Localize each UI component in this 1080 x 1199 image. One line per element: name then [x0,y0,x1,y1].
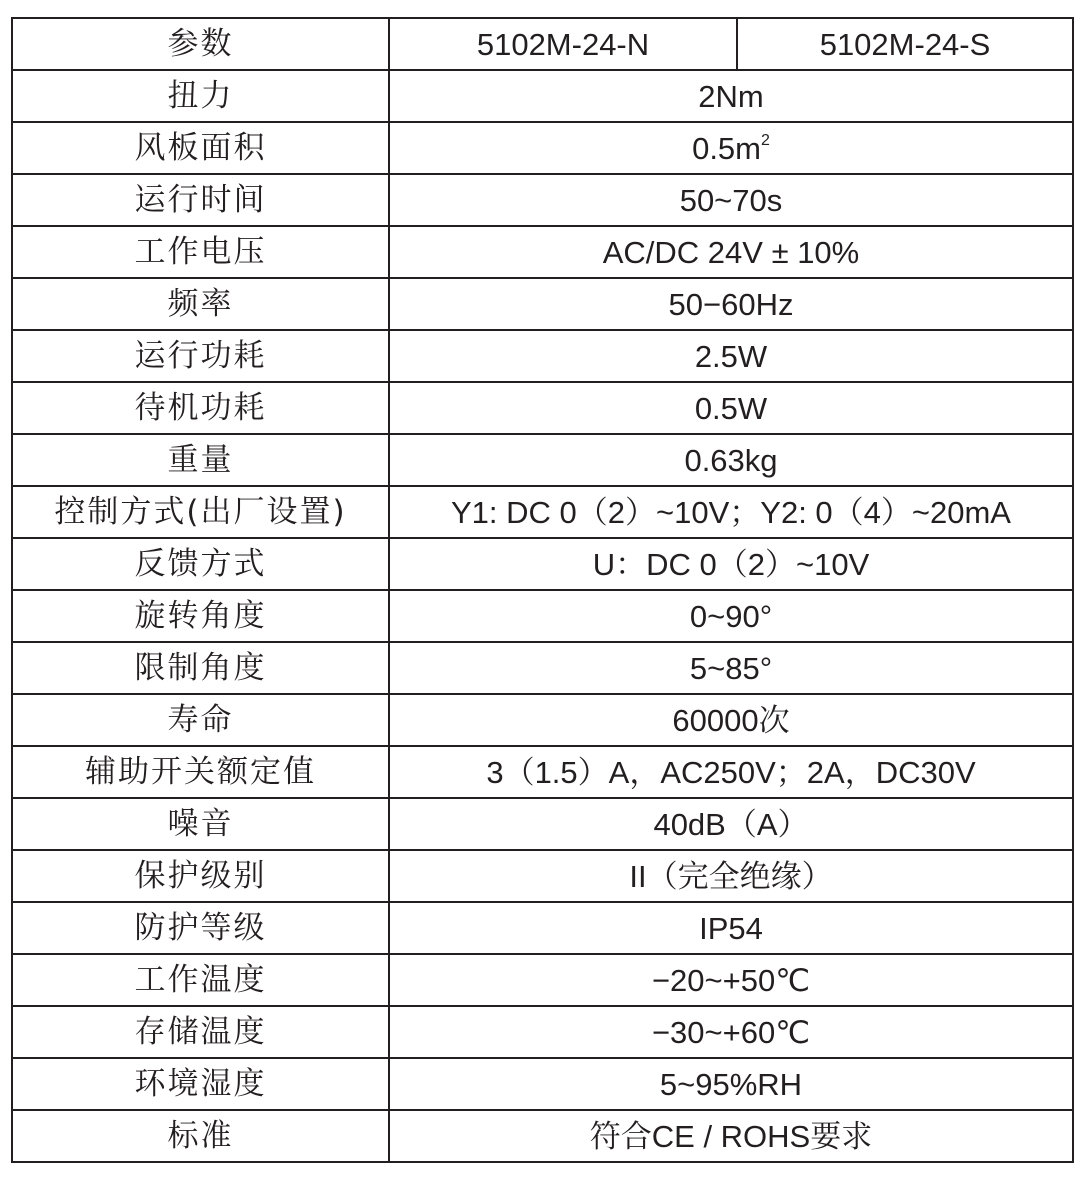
param-value [389,278,1073,330]
param-label: 存储温度 [12,1006,389,1058]
param-value [389,746,1073,798]
table-row [12,694,1073,746]
param-value [389,486,1073,538]
param-label: 环境湿度 [12,1058,389,1110]
param-value-text: 符合CE / ROHS要求 [589,1118,873,1154]
param-label: 重量 [12,434,389,486]
param-value-text: 60000次 [672,702,790,738]
table-row [12,954,1073,1006]
table-row [12,850,1073,902]
param-value [389,850,1073,902]
param-value-text: 0.63kg [684,442,778,478]
table-row [12,226,1073,278]
param-value-text: 0.5m [692,130,761,166]
param-label: 标准 [12,1110,389,1162]
param-value [389,902,1073,954]
param-value-text: 0~90° [689,598,773,634]
param-value-text: 2Nm [698,78,764,114]
table-row [12,174,1073,226]
param-value [389,226,1073,278]
param-value [389,954,1073,1006]
param-value [389,798,1073,850]
param-label: 控制方式(出厂设置) [12,486,389,538]
param-label: 运行时间 [12,174,389,226]
param-value [389,1110,1073,1162]
param-value-text: U：DC 0（2）~10V [592,546,870,582]
model-n-header: 5102M-24-N [389,18,737,70]
param-value [389,122,1073,174]
table-row [12,538,1073,590]
param-value [389,70,1073,122]
param-label: 风板面积 [12,122,389,174]
param-label: 辅助开关额定值 [12,746,389,798]
param-value [389,694,1073,746]
param-value-text: 5~85° [689,650,773,686]
table-row [12,590,1073,642]
param-value [389,590,1073,642]
param-value [389,330,1073,382]
table-row [12,278,1073,330]
param-label: 频率 [12,278,389,330]
param-value-text: 3（1.5）A，AC250V；2A，DC30V [486,754,976,790]
table-row [12,382,1073,434]
spec-table [11,17,1074,1163]
param-header: 参数 [12,18,389,70]
table-row [12,70,1073,122]
param-value-text: IP54 [699,910,763,946]
param-label: 工作温度 [12,954,389,1006]
param-value-superscript: 2 [761,131,770,149]
param-label: 寿命 [12,694,389,746]
header-row [12,18,1073,70]
table-row [12,746,1073,798]
param-value-text: 5~95%RH [659,1066,803,1102]
table-row [12,902,1073,954]
table-row [12,330,1073,382]
param-value [389,434,1073,486]
param-value-text: Y1: DC 0（2）~10V；Y2: 0（4）~20mA [451,494,1011,530]
param-label: 工作电压 [12,226,389,278]
param-value-text: 50~70s [679,182,783,218]
param-label: 防护等级 [12,902,389,954]
param-value-text: AC/DC 24V ± 10% [602,234,860,270]
table-row [12,486,1073,538]
table-row [12,1006,1073,1058]
param-label: 限制角度 [12,642,389,694]
param-value-text: 0.5W [694,390,768,426]
param-value [389,382,1073,434]
param-label: 运行功耗 [12,330,389,382]
param-label: 反馈方式 [12,538,389,590]
param-label: 旋转角度 [12,590,389,642]
param-value [389,174,1073,226]
param-value [389,1006,1073,1058]
param-value [389,642,1073,694]
param-value-text: −30~+60℃ [651,1014,811,1050]
param-label: 待机功耗 [12,382,389,434]
table-row [12,798,1073,850]
param-value-text: 50−60Hz [668,286,794,322]
param-label: 噪音 [12,798,389,850]
model-s-header: 5102M-24-S [737,18,1073,70]
param-value-text: II（完全绝缘） [629,858,833,894]
param-value [389,538,1073,590]
param-value-text: 2.5W [694,338,768,374]
table-row [12,1110,1073,1162]
param-value-text: −20~+50℃ [651,962,811,998]
param-label: 扭力 [12,70,389,122]
table-row [12,1058,1073,1110]
table-row [12,642,1073,694]
table-row [12,122,1073,174]
param-value-text: 40dB（A） [653,806,809,842]
param-value [389,1058,1073,1110]
param-label: 保护级别 [12,850,389,902]
table-row [12,434,1073,486]
